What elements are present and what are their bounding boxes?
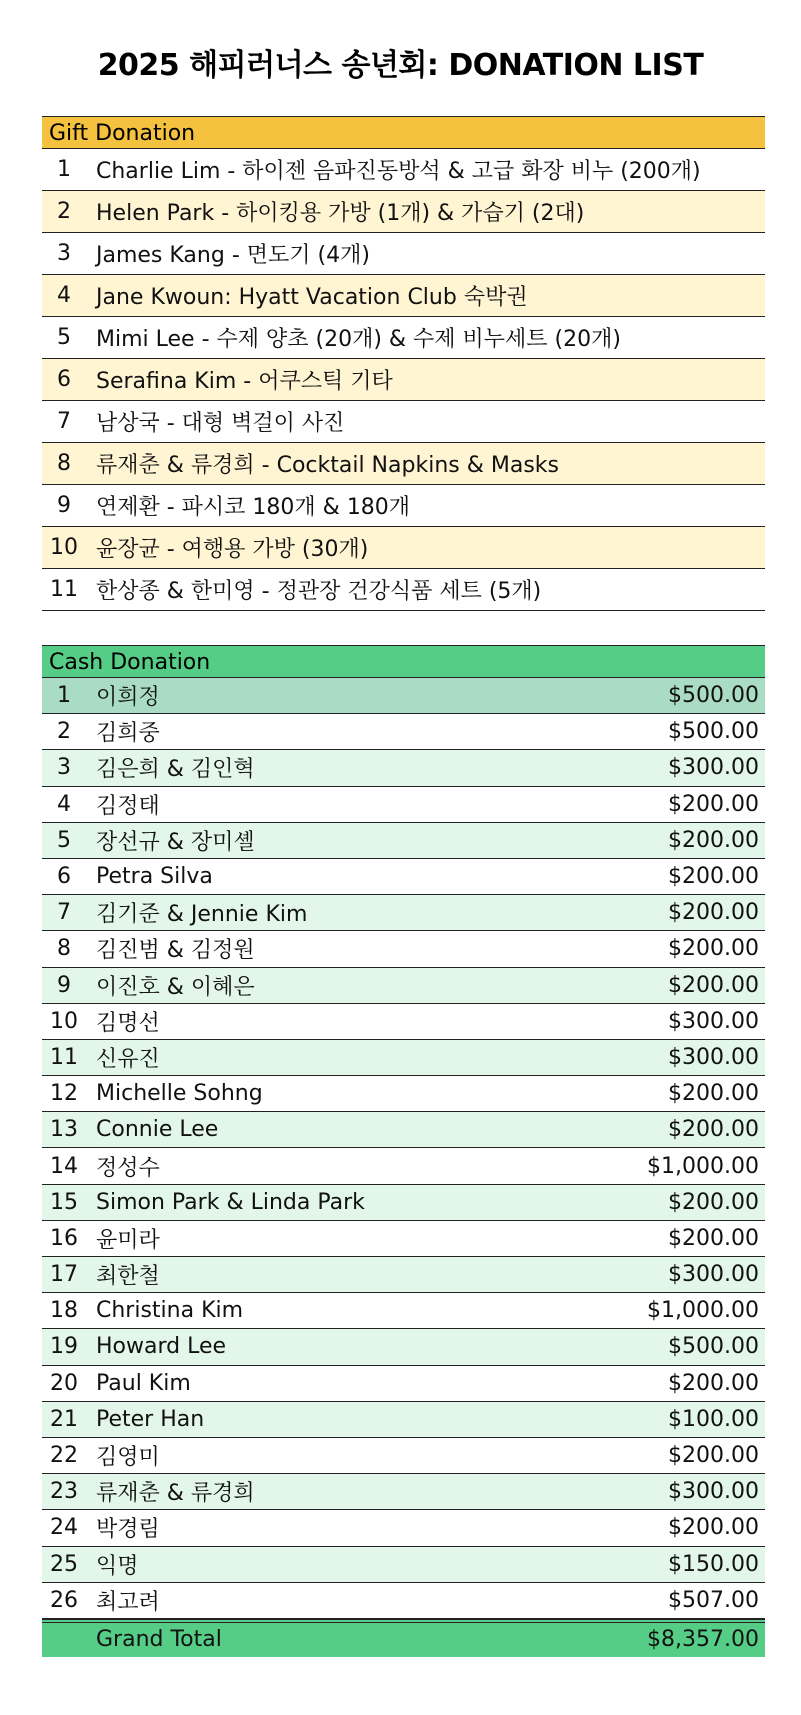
gift-donation-table (42, 116, 765, 611)
cash-row-name: 김정태 (96, 793, 160, 819)
cash-row (42, 1040, 765, 1076)
cash-row-number: 23 (50, 1479, 78, 1505)
grand-total-amount: $8,357.00 (647, 1627, 759, 1653)
gift-row (42, 149, 765, 191)
cash-row-amount: $500.00 (668, 1334, 759, 1360)
cash-row-name: 이진호 & 이혜은 (96, 974, 255, 1000)
gift-row-number: 4 (57, 283, 71, 308)
cash-row (42, 714, 765, 750)
cash-row (42, 1112, 765, 1148)
cash-row-amount: $1,000.00 (647, 1153, 759, 1179)
cash-row (42, 1438, 765, 1474)
cash-donation-rows (42, 678, 765, 1619)
cash-row (42, 1329, 765, 1365)
cash-donation-table (42, 645, 765, 1657)
gift-row-number: 11 (50, 577, 78, 602)
cash-row (42, 1510, 765, 1546)
cash-row-name: Christina Kim (96, 1298, 244, 1324)
gift-row-number: 10 (50, 535, 78, 560)
cash-row-number: 25 (50, 1551, 78, 1577)
cash-row (42, 1547, 765, 1583)
cash-row-number: 24 (50, 1515, 78, 1541)
cash-row-name: 최한철 (96, 1264, 160, 1290)
gift-row (42, 275, 765, 317)
cash-row (42, 895, 765, 931)
grand-total-row (42, 1619, 765, 1657)
gift-row-text: 류재춘 & 류경희 - Cocktail Napkins & Masks (96, 453, 559, 478)
cash-row-name: 이희정 (96, 685, 160, 711)
gift-row (42, 443, 765, 485)
cash-row-name: Howard Lee (96, 1334, 227, 1360)
cash-row-amount: $200.00 (668, 936, 759, 962)
cash-row-number: 20 (50, 1370, 78, 1396)
cash-row-name: 익명 (96, 1553, 139, 1579)
gift-row-number: 7 (57, 409, 71, 434)
cash-row-amount: $300.00 (668, 1008, 759, 1034)
cash-row-name: Petra Silva (96, 864, 213, 890)
gift-row (42, 233, 765, 275)
cash-row-number: 8 (57, 936, 71, 962)
cash-row (42, 931, 765, 967)
gift-row-number: 2 (57, 199, 71, 224)
cash-row-number: 2 (57, 719, 71, 745)
gift-row-text: Mimi Lee - 수제 양초 (20개) & 수제 비누세트 (20개) (96, 327, 621, 352)
cash-row (42, 1257, 765, 1293)
cash-row-name: 윤미라 (96, 1227, 160, 1253)
cash-row-name: 김영미 (96, 1445, 160, 1471)
gift-row-number: 6 (57, 367, 71, 392)
cash-row (42, 787, 765, 823)
gift-donation-rows (42, 149, 765, 611)
cash-row-amount: $200.00 (668, 791, 759, 817)
cash-row-amount: $200.00 (668, 827, 759, 853)
cash-row-amount: $300.00 (668, 1479, 759, 1505)
cash-row-name: 김명선 (96, 1010, 160, 1036)
cash-row-name: Michelle Sohng (96, 1081, 263, 1107)
cash-row-number: 5 (57, 827, 71, 853)
cash-row (42, 1221, 765, 1257)
cash-row (42, 1148, 765, 1184)
cash-row-number: 19 (50, 1334, 78, 1360)
cash-row (42, 1076, 765, 1112)
gift-row (42, 359, 765, 401)
gift-row-text: 연제환 - 파시코 180개 & 180개 (96, 495, 411, 520)
cash-row-number: 9 (57, 972, 71, 998)
cash-row-number: 18 (50, 1298, 78, 1324)
cash-row-amount: $1,000.00 (647, 1298, 759, 1324)
cash-row-amount: $200.00 (668, 1443, 759, 1469)
cash-row-amount: $200.00 (668, 972, 759, 998)
cash-row-amount: $500.00 (668, 683, 759, 709)
cash-row (42, 1474, 765, 1510)
cash-row (42, 1366, 765, 1402)
gift-row-text: 윤장균 - 여행용 가방 (30개) (96, 537, 369, 562)
cash-row-name: 김은희 & 김인혁 (96, 757, 255, 783)
cash-row (42, 1185, 765, 1221)
cash-row-amount: $200.00 (668, 1515, 759, 1541)
gift-row-number: 8 (57, 451, 71, 476)
gift-row (42, 191, 765, 233)
gift-row-number: 9 (57, 493, 71, 518)
cash-row (42, 1402, 765, 1438)
gift-row-text: 남상국 - 대형 벽걸이 사진 (96, 411, 345, 436)
cash-row (42, 1583, 765, 1619)
cash-row-amount: $200.00 (668, 900, 759, 926)
gift-row-text: Helen Park - 하이킹용 가방 (1개) & 가습기 (2대) (96, 201, 585, 226)
cash-row-name: 장선규 & 장미셸 (96, 829, 255, 855)
cash-row-number: 16 (50, 1225, 78, 1251)
cash-row-amount: $100.00 (668, 1406, 759, 1432)
cash-row-name: 김희중 (96, 721, 160, 747)
cash-row-amount: $200.00 (668, 1117, 759, 1143)
cash-row-name: 류재춘 & 류경희 (96, 1481, 255, 1507)
gift-donation-header: Gift Donation (42, 116, 765, 149)
gift-row (42, 401, 765, 443)
cash-row-number: 22 (50, 1443, 78, 1469)
cash-row-number: 3 (57, 755, 71, 781)
cash-row-name: 정성수 (96, 1155, 160, 1181)
cash-row-number: 6 (57, 864, 71, 890)
cash-row-name: Peter Han (96, 1406, 205, 1432)
page-title: 2025 해피러너스 송년회: DONATION LIST (97, 48, 704, 83)
cash-row-number: 13 (50, 1117, 78, 1143)
gift-row-text: Charlie Lim - 하이젠 음파진동방석 & 고급 화장 비누 (200개) (96, 159, 701, 184)
cash-row-amount: $200.00 (668, 1189, 759, 1215)
gift-row-text: Jane Kwoun: Hyatt Vacation Club 숙박권 (96, 285, 528, 310)
cash-row (42, 750, 765, 786)
cash-row-amount: $200.00 (668, 1081, 759, 1107)
cash-row-amount: $500.00 (668, 719, 759, 745)
cash-row-amount: $300.00 (668, 1262, 759, 1288)
gift-row-number: 1 (57, 157, 71, 182)
cash-row-name: Connie Lee (96, 1117, 219, 1143)
cash-donation-header: Cash Donation (42, 645, 765, 678)
cash-row (42, 1293, 765, 1329)
cash-row-amount: $200.00 (668, 1370, 759, 1396)
gift-row-text: 한상종 & 한미영 - 정관장 건강식품 세트 (5개) (96, 579, 542, 604)
cash-row-number: 14 (50, 1153, 78, 1179)
gift-row-text: James Kang - 면도기 (4개) (96, 243, 370, 268)
cash-row-number: 17 (50, 1262, 78, 1288)
cash-row (42, 1004, 765, 1040)
gift-row (42, 527, 765, 569)
cash-row-name: 김기준 & Jennie Kim (96, 902, 308, 928)
cash-row-number: 26 (50, 1587, 78, 1613)
cash-row-amount: $150.00 (668, 1551, 759, 1577)
cash-row-name: Simon Park & Linda Park (96, 1189, 365, 1215)
cash-row-number: 12 (50, 1081, 78, 1107)
gift-row-number: 3 (57, 241, 71, 266)
cash-row-name: 김진범 & 김정원 (96, 938, 255, 964)
cash-row-amount: $300.00 (668, 755, 759, 781)
cash-row (42, 859, 765, 895)
cash-row-amount: $200.00 (668, 1225, 759, 1251)
cash-row-number: 21 (50, 1406, 78, 1432)
gift-row (42, 569, 765, 611)
cash-row (42, 678, 765, 714)
cash-row (42, 823, 765, 859)
gift-row (42, 317, 765, 359)
cash-row-name: 박경림 (96, 1517, 160, 1543)
cash-row-number: 10 (50, 1008, 78, 1034)
cash-row-name: Paul Kim (96, 1370, 191, 1396)
cash-row-number: 7 (57, 900, 71, 926)
cash-row (42, 968, 765, 1004)
gift-row (42, 485, 765, 527)
cash-row-name: 최고려 (96, 1589, 160, 1615)
cash-row-number: 1 (57, 683, 71, 709)
cash-row-number: 15 (50, 1189, 78, 1215)
cash-row-name: 신유진 (96, 1046, 160, 1072)
cash-row-amount: $200.00 (668, 864, 759, 890)
cash-row-amount: $507.00 (668, 1587, 759, 1613)
cash-row-amount: $300.00 (668, 1044, 759, 1070)
grand-total-label: Grand Total (96, 1627, 222, 1653)
cash-row-number: 4 (57, 791, 71, 817)
cash-row-number: 11 (50, 1044, 78, 1070)
gift-row-number: 5 (57, 325, 71, 350)
gift-row-text: Serafina Kim - 어쿠스틱 기타 (96, 369, 393, 394)
